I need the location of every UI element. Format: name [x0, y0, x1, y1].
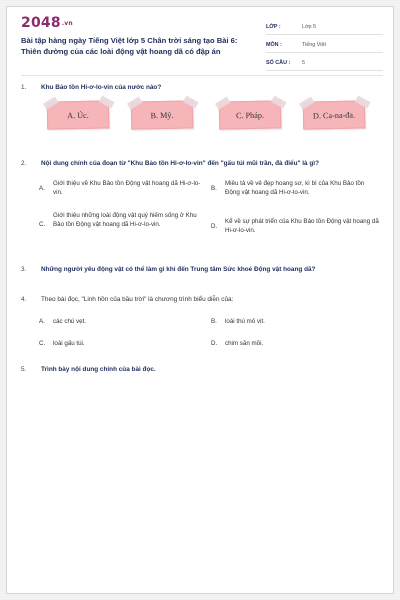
question-text: Khu Bảo tồn Hi-ơ-lo-vin của nước nào?	[41, 84, 162, 91]
option-letter: B.	[211, 185, 217, 192]
tape-decoration	[183, 95, 199, 108]
option-text: Miêu tả về vẻ đẹp hoang sơ, kì bí của Khu Bảo tồn Động vật hoang dã Hi-ơ-lo-vin.	[225, 180, 365, 196]
meta-row-grade	[266, 21, 383, 35]
tape-decoration	[127, 96, 143, 109]
answer-card-d[interactable]	[303, 100, 366, 129]
tape-decoration	[215, 96, 231, 109]
question-4	[21, 295, 383, 307]
option-text: loài gấu túi.	[53, 340, 85, 347]
option-text: chim săn mồi.	[225, 340, 264, 347]
option-text: Giới thiệu những loài động vật quý hiếm sống ở Khu Bảo tồn Động vật hoang dã Hi-ơ-lo-vin.	[53, 212, 197, 228]
answer-card-label: B. Mỹ.	[150, 110, 174, 121]
option-b[interactable]	[211, 179, 379, 199]
meta-value: Tiếng Việt	[302, 42, 326, 48]
meta-value: 5	[302, 60, 305, 66]
question-3	[21, 265, 383, 277]
header-divider	[21, 75, 383, 76]
question-text: Những người yêu động vật có thể làm gì khi đến Trung tâm Sức khoẻ Động vật hoang dã?	[41, 266, 316, 273]
tape-decoration	[43, 96, 59, 109]
option-letter: D.	[211, 223, 218, 230]
worksheet-page	[6, 6, 394, 594]
option-text: Giới thiệu về Khu Bảo tồn Động vật hoang dã Hi-ơ-lo-vin.	[53, 180, 201, 196]
question-number: 1.	[21, 84, 27, 91]
option-d[interactable]	[211, 339, 379, 349]
answer-card-c[interactable]	[219, 100, 282, 129]
option-text: loài thú mỏ vịt.	[225, 318, 265, 325]
question-number: 2.	[21, 160, 27, 167]
option-letter: D.	[211, 340, 218, 347]
logo-main-text: 2048	[21, 15, 61, 31]
tape-decoration	[355, 95, 371, 108]
answer-card-a[interactable]	[47, 100, 110, 129]
answer-card-b[interactable]	[131, 100, 194, 129]
option-d[interactable]	[211, 217, 379, 237]
worksheet-header	[21, 15, 383, 73]
meta-label: MÔN :	[266, 42, 282, 48]
answer-card-label: D. Ca-na-đa.	[312, 110, 356, 121]
meta-value: Lớp 5	[302, 24, 317, 30]
meta-row-subject	[266, 39, 383, 53]
tape-decoration	[271, 95, 287, 108]
answer-card-label: A. Úc.	[67, 110, 89, 121]
option-letter: A.	[39, 318, 45, 325]
question-5	[21, 365, 383, 377]
option-letter: A.	[39, 185, 45, 192]
question-2	[21, 159, 383, 171]
worksheet-meta	[266, 21, 383, 75]
meta-label: LỚP :	[266, 24, 281, 30]
question-number: 5.	[21, 366, 27, 373]
answer-card-label: C. Pháp.	[235, 110, 265, 121]
site-logo[interactable]	[21, 15, 73, 31]
option-c[interactable]	[39, 211, 209, 241]
logo-sub-text: .vn	[61, 20, 73, 27]
question-text: Trình bày nội dung chính của bài đọc.	[41, 366, 156, 373]
option-a[interactable]	[39, 179, 209, 199]
worksheet-title: Bài tập hàng ngày Tiếng Việt lớp 5 Chân trời sáng tạo Bài 6: Thiên đường của các loài động vật hoang dã có đập án	[21, 36, 238, 56]
option-a[interactable]	[39, 317, 209, 327]
tape-decoration	[299, 96, 315, 109]
question-number: 4.	[21, 296, 27, 303]
question-text: Theo bài đọc, "Linh hồn của bầu trời" là chương trình biểu diễn của:	[41, 296, 234, 303]
question-text: Nội dung chính của đoạn từ "Khu Bảo tồn Hi-ơ-lo-vin" đến "gấu túi mũi trần, đà điểu" là gì?	[41, 160, 319, 167]
option-b[interactable]	[211, 317, 379, 327]
option-letter: C.	[39, 221, 46, 228]
option-letter: C.	[39, 340, 46, 347]
option-letter: B.	[211, 318, 217, 325]
option-c[interactable]	[39, 339, 209, 349]
question-1	[21, 83, 383, 95]
meta-row-question-count	[266, 57, 383, 71]
tape-decoration	[99, 95, 115, 108]
option-text: Kể về sự phát triển của Khu Bảo tồn Động vật hoang dã Hi-ơ-lo-vin.	[225, 218, 379, 234]
meta-label: SỐ CÂU :	[266, 60, 291, 66]
answer-cards	[47, 101, 367, 137]
question-number: 3.	[21, 266, 27, 273]
option-text: các chú vẹt.	[53, 318, 87, 325]
